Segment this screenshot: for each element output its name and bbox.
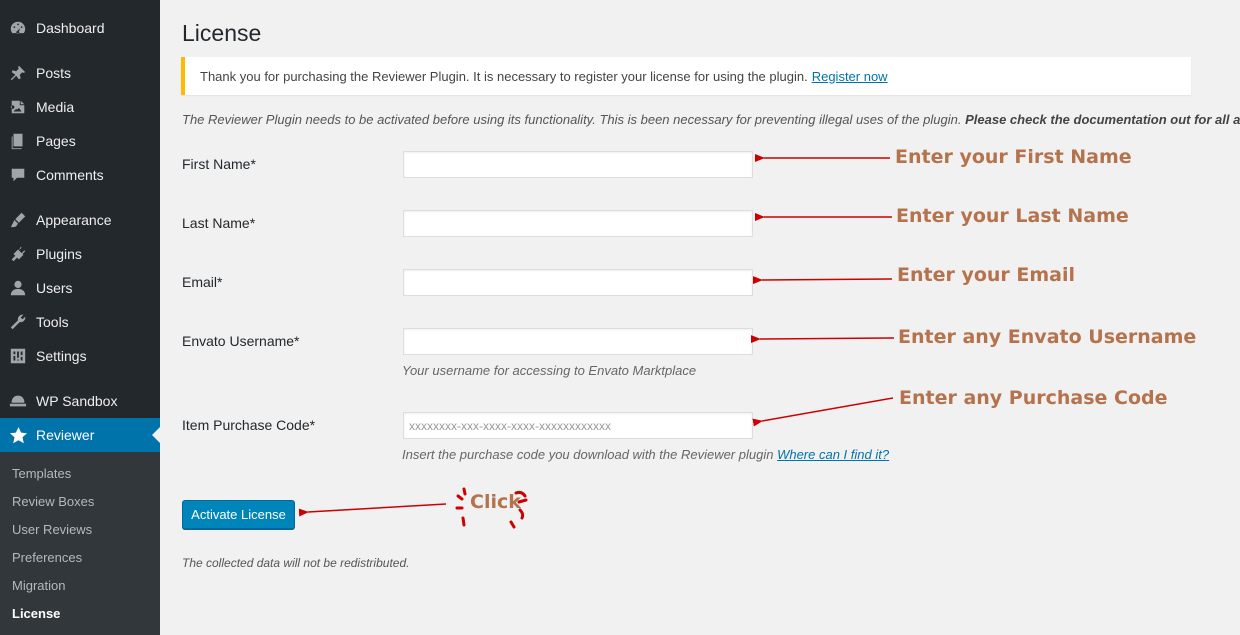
annotation-envato: Enter any Envato Username [898,326,1197,348]
notice-text: Thank you for purchasing the Reviewer Plugin. It is necessary to register your license for using the plugin. [200,68,808,84]
submenu-item-review-boxes[interactable]: Review Boxes [12,494,95,509]
menu-label: Dashboard [36,20,105,36]
last-name-label: Last Name* [182,215,256,231]
annotation-email: Enter your Email [897,264,1076,286]
menu-label: Appearance [36,212,112,228]
menu-label: Plugins [36,246,82,262]
active-indicator [152,427,160,443]
menu-item-dashboard[interactable] [0,11,160,45]
menu-label: Reviewer [36,427,95,443]
menu-label: Media [36,99,75,115]
menu-item-media[interactable] [0,90,160,124]
menu-item-posts[interactable] [0,56,160,90]
email-input[interactable] [403,269,753,296]
submenu-item-templates[interactable]: Templates [12,466,72,481]
annotation-last-name: Enter your Last Name [896,205,1129,227]
annotation-first-name: Enter your First Name [895,146,1132,168]
menu-item-comments[interactable] [0,158,160,192]
pages-icon [8,131,28,151]
menu-item-users[interactable] [0,271,160,305]
menu-label: Posts [36,65,72,81]
admin-sidebar [0,0,160,635]
pin-icon [8,63,28,83]
menu-label: Comments [36,167,104,183]
menu-label: Settings [36,348,87,364]
arrow-click [308,504,446,512]
wrench-icon [8,312,28,332]
submenu-item-migration[interactable]: Migration [12,578,66,593]
intro-bold: Please check the documentation out for all a [965,112,1240,127]
menu-label: Tools [36,314,69,330]
plugin-icon [8,244,28,264]
submenu-item-license[interactable]: License [12,606,61,621]
menu-item-wp-sandbox[interactable] [0,384,160,418]
media-icon [8,97,28,117]
envato-username-input[interactable] [403,328,753,355]
sandbox-icon [8,391,28,411]
activate-license-button[interactable]: Activate License [182,500,295,529]
arrow-envato [760,338,894,339]
menu-label: Users [36,280,73,296]
purchase-code-label: Item Purchase Code* [182,417,316,433]
dashboard-icon [8,18,28,38]
menu-item-plugins[interactable] [0,237,160,271]
first-name-input[interactable] [403,151,753,178]
purchase-code-description [402,447,889,462]
envato-username-description: Your username for accessing to Envato Marktplace [402,363,697,378]
menu-item-settings[interactable] [0,339,160,373]
menu-item-appearance[interactable] [0,203,160,237]
settings-icon [8,346,28,366]
envato-username-label: Envato Username* [182,333,300,349]
users-icon [8,278,28,298]
annotation-click: Click [470,491,521,513]
menu-label: WP Sandbox [36,393,118,409]
last-name-input[interactable] [403,210,753,237]
intro-text [182,112,1240,127]
star-icon [8,425,28,445]
arrow-email [762,279,892,280]
submenu-item-user-reviews[interactable]: User Reviews [12,522,93,537]
first-name-label: First Name* [182,156,256,172]
page-title: License [182,20,262,46]
menu-label: Pages [36,133,76,149]
menu-item-reviewer[interactable] [0,418,160,452]
annotation-purchase-code: Enter any Purchase Code [899,387,1168,409]
comments-icon [8,165,28,185]
license-notice [181,57,1191,95]
footer-note: The collected data will not be redistributed. [182,556,410,570]
purchase-code-desc-text: Insert the purchase code you download with the Reviewer plugin [402,447,774,462]
email-label: Email* [182,274,223,290]
submenu-item-preferences[interactable]: Preferences [12,550,83,565]
reviewer-submenu [0,452,160,635]
menu-item-tools[interactable] [0,305,160,339]
arrow-purchase-code [762,398,893,421]
intro-main: The Reviewer Plugin needs to be activated before using its functionality. This is been necessary for preventing illegal uses of the plugin. [182,112,962,127]
register-now-link[interactable]: Register now [811,68,888,84]
purchase-code-input[interactable] [403,412,753,439]
brush-icon [8,210,28,230]
menu-item-pages[interactable] [0,124,160,158]
where-find-it-link[interactable]: Where can I find it? [777,447,890,462]
